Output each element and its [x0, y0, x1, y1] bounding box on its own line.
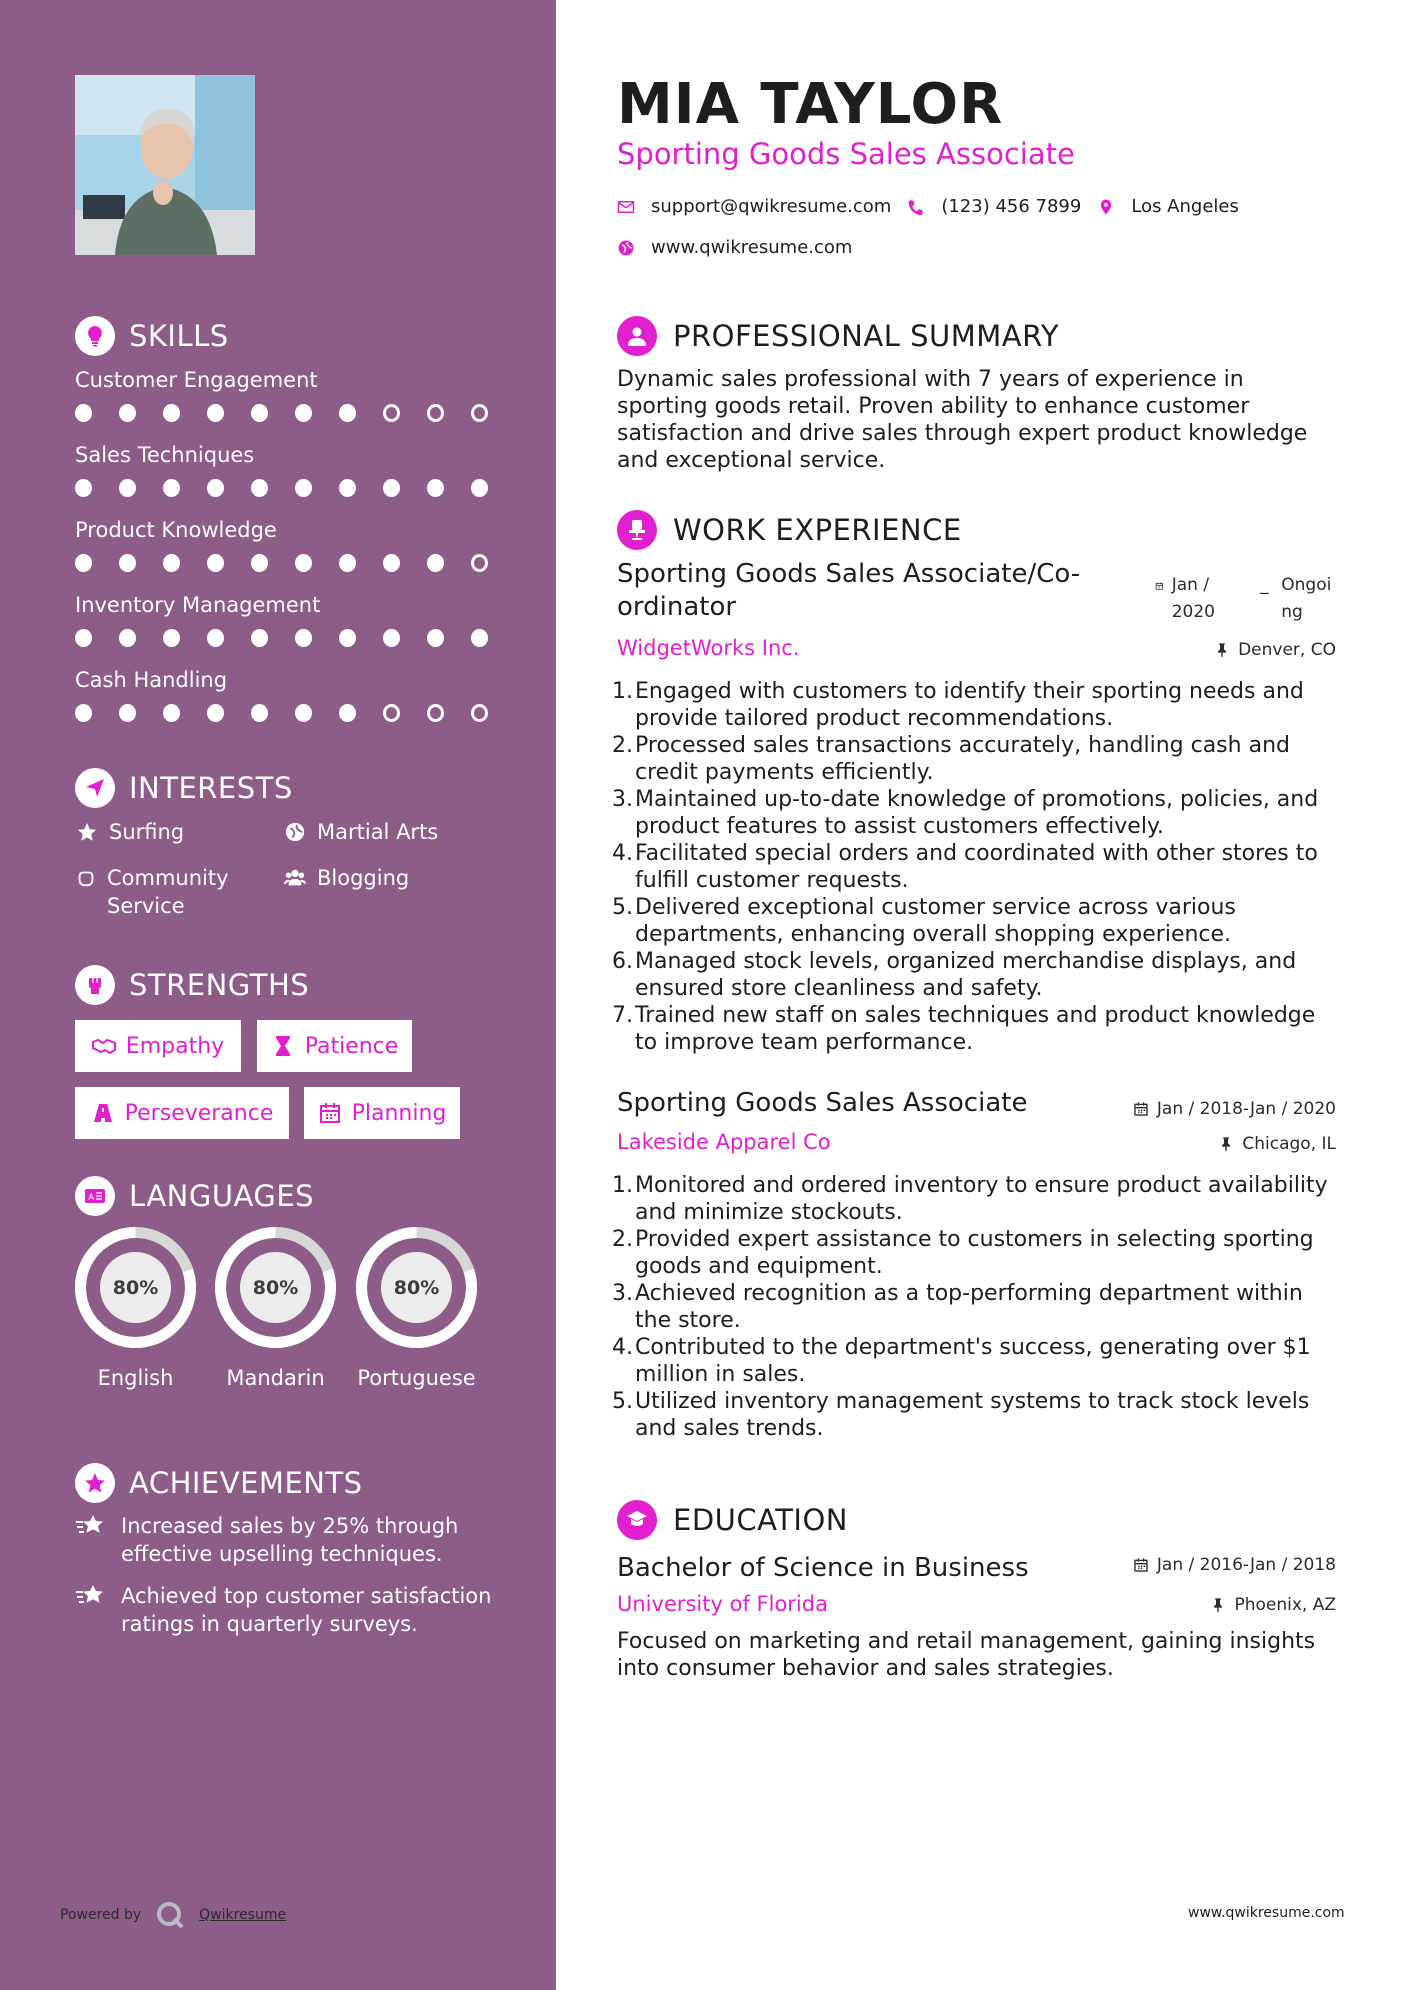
skill-dot — [251, 629, 268, 647]
skill-dot — [471, 704, 488, 722]
skill-dot — [163, 479, 180, 497]
experience-heading — [617, 510, 962, 550]
language-name: Portuguese — [357, 1366, 476, 1390]
achievements-title: ACHIEVEMENTS — [129, 1466, 363, 1500]
profile-photo — [75, 75, 255, 255]
skill-dot — [119, 704, 136, 722]
skill-dot — [75, 404, 92, 422]
skill-item — [75, 516, 515, 572]
skill-dot — [295, 704, 312, 722]
skill-dot — [383, 554, 400, 572]
job-location-text: Denver, CO — [1238, 640, 1336, 660]
globe-icon — [617, 239, 635, 257]
job-dates-text: Jan / 2018-Jan / 2020 — [1156, 1099, 1336, 1119]
achievement-item — [75, 1582, 495, 1638]
interest-label: Martial Arts — [317, 820, 439, 844]
skill-dot — [163, 629, 180, 647]
skill-dot — [251, 404, 268, 422]
education-title: EDUCATION — [673, 1503, 849, 1537]
job-bullets — [612, 678, 1342, 1056]
job-bullet: 4. Contributed to the department's success, generating over $1 million in sales. — [612, 1334, 1342, 1388]
language-icon — [75, 1176, 115, 1216]
interests-heading — [75, 768, 293, 808]
skill-dot — [119, 479, 136, 497]
skill-dot — [251, 479, 268, 497]
skills-heading — [75, 316, 229, 356]
sidebar — [0, 0, 556, 1990]
achievement-item — [75, 1512, 495, 1568]
job-bullets — [612, 1172, 1342, 1442]
job-location — [1100, 1134, 1336, 1154]
job-bullet-text: Facilitated special orders and coordinated with other stores to fulfill customer requests. — [635, 841, 1318, 893]
paper-plane-icon — [75, 768, 115, 808]
education-dates-text: Jan / 2016-Jan / 2018 — [1156, 1555, 1336, 1575]
skill-name: Product Knowledge — [75, 518, 277, 542]
contact-website[interactable]: www.qwikresume.com — [651, 237, 853, 258]
strength-badge — [257, 1020, 412, 1072]
achievement-text: Increased sales by 25% through effective upselling techniques. — [121, 1514, 459, 1566]
skill-dot — [295, 479, 312, 497]
candidate-name: MIA TAYLOR — [617, 72, 1004, 137]
skill-item — [75, 666, 515, 722]
education-text: Focused on marketing and retail management, gaining insights into consumer behavior and sales strategies. — [617, 1629, 1316, 1681]
job-bullet-text: Provided expert assistance to customers in selecting sporting goods and equipment. — [635, 1227, 1314, 1279]
skill-dot — [383, 479, 400, 497]
handshake-icon — [92, 1034, 116, 1058]
skill-dot — [75, 704, 92, 722]
skill-name: Sales Techniques — [75, 443, 255, 467]
skill-dot — [427, 479, 444, 497]
skill-dot — [207, 404, 224, 422]
hourglass-icon — [271, 1034, 295, 1058]
skill-dot — [427, 629, 444, 647]
summary-heading — [617, 316, 1059, 356]
phone-icon — [907, 198, 925, 216]
job-bullet-text: Processed sales transactions accurately, handling cash and credit payments efficiently. — [635, 733, 1290, 785]
brand-link[interactable]: Qwikresume — [199, 1907, 287, 1923]
skill-dot — [75, 554, 92, 572]
job-start: Jan / 2020 — [1171, 575, 1215, 622]
job-company: WidgetWorks Inc. — [617, 636, 800, 660]
job-location — [1100, 640, 1336, 660]
skill-dot — [119, 554, 136, 572]
language-percent: 80% — [100, 1252, 171, 1323]
strengths-title: STRENGTHS — [129, 968, 310, 1002]
languages-title: LANGUAGES — [129, 1179, 315, 1213]
language-item — [213, 1225, 338, 1392]
job-bullet: 2. Provided expert assistance to customers in selecting sporting goods and equipment. — [612, 1226, 1342, 1280]
skill-dot — [295, 404, 312, 422]
shooting-star-icon — [75, 1512, 107, 1540]
experience-title: WORK EXPERIENCE — [673, 513, 962, 547]
contact-phone: (123) 456 7899 — [941, 196, 1082, 217]
skill-dot — [339, 404, 356, 422]
skill-rating — [75, 479, 515, 497]
skill-dot — [339, 554, 356, 572]
map-pin-icon — [1097, 198, 1115, 216]
office-chair-icon — [617, 510, 657, 550]
star-badge-icon — [75, 1463, 115, 1503]
language-item — [354, 1225, 479, 1392]
skill-dot — [339, 629, 356, 647]
job-bullet: 1. Engaged with customers to identify their sporting needs and provide tailored product recommendations. — [612, 678, 1342, 732]
strength-badge — [304, 1087, 460, 1139]
star-icon — [75, 818, 99, 846]
language-name: Mandarin — [226, 1366, 325, 1390]
language-ring — [354, 1225, 479, 1350]
achievement-text: Achieved top customer satisfaction ratings in quarterly surveys. — [121, 1584, 492, 1636]
job-bullet: 3. Maintained up-to-date knowledge of promotions, policies, and product features to assist customers effectively. — [612, 786, 1342, 840]
job-bullet-text: Engaged with customers to identify their sporting needs and provide tailored product recommendations. — [635, 679, 1304, 731]
skill-dot — [471, 479, 488, 497]
skill-dot — [119, 629, 136, 647]
skill-dot — [383, 704, 400, 722]
job-location-text: Chicago, IL — [1242, 1134, 1336, 1154]
calendar-icon — [1133, 1557, 1149, 1573]
job-bullet-text: Delivered exceptional customer service across various departments, enhancing overall shopping experience. — [635, 895, 1236, 947]
job-bullet-text: Maintained up-to-date knowledge of promotions, policies, and product features to assist customers effectively. — [635, 787, 1319, 839]
language-ring — [73, 1225, 198, 1350]
strength-label: Perseverance — [124, 1100, 274, 1126]
job-bullet-text: Utilized inventory management systems to track stock levels and sales trends. — [635, 1389, 1310, 1441]
skill-dot — [427, 554, 444, 572]
skill-dot — [295, 629, 312, 647]
job-bullet-text: Managed stock levels, organized merchandise displays, and ensured store cleanliness and safety. — [635, 949, 1297, 1001]
skill-dot — [295, 554, 312, 572]
skill-rating — [75, 704, 515, 722]
skill-rating — [75, 404, 515, 422]
interest-label: Blogging — [317, 866, 410, 890]
strength-label: Planning — [351, 1100, 447, 1126]
calendar-icon — [318, 1101, 342, 1125]
job-start-date — [1155, 572, 1215, 626]
skill-dot — [75, 479, 92, 497]
summary-text: Dynamic sales professional with 7 years of experience in sporting goods retail. Proven ability to enhance customer satisfaction and drive sales through expert product knowledge and exceptional service. — [617, 367, 1308, 473]
job-bullet: 4. Facilitated special orders and coordinated with other stores to fulfill customer requests. — [612, 840, 1342, 894]
interest-item — [283, 864, 503, 892]
skill-dot — [119, 404, 136, 422]
lightbulb-icon — [75, 316, 115, 356]
skill-dot — [163, 704, 180, 722]
svg-text:A: A — [88, 1193, 95, 1203]
job-dates — [1080, 1099, 1336, 1119]
skill-dot — [163, 404, 180, 422]
interest-item — [75, 818, 275, 846]
contact-location: Los Angeles — [1131, 196, 1239, 217]
skill-dot — [251, 704, 268, 722]
language-ring — [213, 1225, 338, 1350]
job-bullet-text: Achieved recognition as a top-performing department within the store. — [635, 1281, 1303, 1333]
job-bullet: 5. Utilized inventory management systems to track stock levels and sales trends. — [612, 1388, 1342, 1442]
job-bullet: 7. Trained new staff on sales techniques and product knowledge to improve team performance. — [612, 1002, 1342, 1056]
skill-dot — [471, 629, 488, 647]
user-icon — [617, 316, 657, 356]
job-bullet: 1. Monitored and ordered inventory to ensure product availability and minimize stockouts. — [612, 1172, 1342, 1226]
skill-dot — [471, 554, 488, 572]
skill-item — [75, 591, 515, 647]
skill-dot — [427, 404, 444, 422]
job-role: Sporting Goods Sales Associate — [617, 1088, 1028, 1118]
skill-dot — [207, 629, 224, 647]
fist-icon — [75, 965, 115, 1005]
education-heading — [617, 1500, 848, 1540]
contact-row — [617, 196, 1239, 217]
powered-by-label: Powered by — [60, 1907, 142, 1923]
powered-by — [60, 1900, 286, 1930]
envelope-icon — [617, 198, 635, 216]
skill-dot — [163, 554, 180, 572]
skill-item — [75, 366, 515, 422]
job-bullet-text: Contributed to the department's success, generating over $1 million in sales. — [635, 1335, 1311, 1387]
users-icon — [283, 864, 307, 892]
strengths-heading — [75, 965, 309, 1005]
skill-dot — [207, 479, 224, 497]
skill-dot — [471, 404, 488, 422]
job-bullet: 6. Managed stock levels, organized merchandise displays, and ensured store cleanliness and safety. — [612, 948, 1342, 1002]
job-end-date: _ Ongoing — [1260, 572, 1340, 626]
education-location-text: Phoenix, AZ — [1234, 1595, 1336, 1615]
skill-name: Customer Engagement — [75, 368, 318, 392]
interest-label: Community Service — [107, 866, 229, 918]
graduate-icon — [617, 1500, 657, 1540]
language-name: English — [97, 1366, 174, 1390]
job-bullet: 3. Achieved recognition as a top-performing department within the store. — [612, 1280, 1342, 1334]
language-percent: 80% — [381, 1252, 452, 1323]
skill-dot — [339, 479, 356, 497]
shooting-star-icon — [75, 1582, 107, 1610]
skill-dot — [207, 704, 224, 722]
skill-rating — [75, 554, 515, 572]
calendar-icon — [1155, 578, 1164, 594]
calendar-icon — [1133, 1101, 1149, 1117]
summary-title: PROFESSIONAL SUMMARY — [673, 319, 1060, 353]
education-dates — [1080, 1555, 1336, 1575]
website-row — [617, 237, 852, 258]
candidate-title: Sporting Goods Sales Associate — [617, 137, 1075, 171]
interest-item — [283, 818, 503, 846]
contact-email[interactable]: support@qwikresume.com — [651, 196, 892, 217]
pushpin-icon — [1210, 1597, 1226, 1613]
pushpin-icon — [1214, 642, 1230, 658]
hand-icon — [75, 864, 97, 892]
skill-dot — [427, 704, 444, 722]
job-bullet: 2. Processed sales transactions accurately, handling cash and credit payments efficiently. — [612, 732, 1342, 786]
education-location — [1100, 1595, 1336, 1615]
skill-name: Inventory Management — [75, 593, 321, 617]
strength-badge — [75, 1087, 289, 1139]
skill-dot — [207, 554, 224, 572]
qwikresume-logo-icon — [155, 1900, 185, 1930]
skill-rating — [75, 629, 515, 647]
skill-dot — [251, 554, 268, 572]
job-end: Ongoing — [1281, 575, 1332, 622]
footer-url[interactable]: www.qwikresume.com — [1188, 1905, 1345, 1921]
skill-item — [75, 441, 515, 497]
strength-label: Empathy — [125, 1033, 225, 1059]
interest-label: Surfing — [109, 820, 185, 844]
education-degree: Bachelor of Science in Business — [617, 1553, 1029, 1583]
job-bullet-text: Monitored and ordered inventory to ensure product availability and minimize stockouts. — [635, 1173, 1328, 1225]
job-bullet-text: Trained new staff on sales techniques and product knowledge to improve team performance. — [635, 1003, 1316, 1055]
job-role: Sporting Goods Sales Associate/Co-ordinator — [617, 559, 1081, 622]
strength-label: Patience — [304, 1033, 399, 1059]
interests-title: INTERESTS — [129, 771, 293, 805]
globe-icon — [283, 818, 307, 846]
skill-dot — [383, 629, 400, 647]
skill-name: Cash Handling — [75, 668, 228, 692]
skills-title: SKILLS — [129, 319, 229, 353]
achievements-heading — [75, 1463, 363, 1503]
skill-dot — [383, 404, 400, 422]
pushpin-icon — [1218, 1136, 1234, 1152]
language-percent: 80% — [240, 1252, 311, 1323]
job-company: Lakeside Apparel Co — [617, 1130, 831, 1154]
job-bullet: 5. Delivered exceptional customer service across various departments, enhancing overall shopping experience. — [612, 894, 1342, 948]
skill-dot — [75, 629, 92, 647]
skill-dot — [339, 704, 356, 722]
interest-item — [75, 864, 275, 920]
road-icon — [91, 1101, 115, 1125]
languages-heading — [75, 1176, 314, 1216]
education-school: University of Florida — [617, 1592, 828, 1616]
language-item — [73, 1225, 198, 1392]
strength-badge — [75, 1020, 241, 1072]
